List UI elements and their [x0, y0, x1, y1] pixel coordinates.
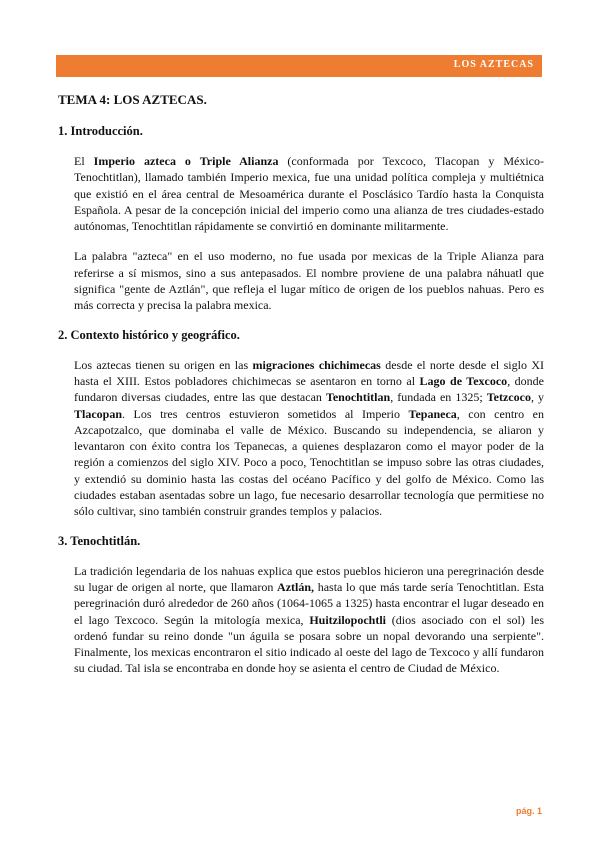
paragraph [74, 248, 544, 313]
section-heading: 2. Contexto histórico y geográfico. [58, 327, 240, 342]
text-run: desde el norte desde el siglo XI hasta el XIII. Estos pobladores chichimecas se asentaron en torno al [74, 357, 544, 388]
page-number: pág. 1 [515, 806, 542, 816]
section-heading: 3. Tenochtitlán. [58, 533, 141, 548]
text-run: , fundada en 1325; [390, 390, 487, 405]
section-heading: 1. Introducción. [58, 124, 143, 138]
bold-term: migraciones chichimecas [252, 357, 381, 372]
document-title: TEMA 4: LOS AZTECAS. [58, 92, 207, 107]
running-header-title: LOS AZTECAS [453, 59, 534, 70]
text-run: (conformada por Texcoco, Tlacopan y México-Tenochtitlan), llamado también Imperio mexica, fue una unidad política compleja y multiétnica que existió en el área central de Mesoamérica durante el Posclásico Tardío hasta la Conquista Española. A pesar de la concepción inicial del imperio como una alianza de tres ciudades-estado autónomas, Tenochtitlan rápidamente se convirtió en dominante militarmente. [74, 154, 544, 234]
bold-term: Lago de Texcoco [419, 373, 508, 388]
text-run: , donde fundaron diversas ciudades, entre las que destacan [74, 373, 544, 405]
text-run: , y [530, 390, 544, 405]
bold-term: Imperio azteca o Triple Alianza [93, 154, 279, 168]
text-run: . Los tres centros estuvieron sometidos al Imperio [122, 406, 409, 421]
text-run: hasta lo que más tarde sería Tenochtitlan. Esta peregrinación duró alrededor de 260 años (1064-1065 a 1325) hasta encontrar el lugar deseado en el lago Texcoco. Según la mitología mexica, [74, 579, 544, 627]
text-run: (dios asociado con el sol) les ordenó fundar su reino donde "un águila se posara sobre un nopal devorando una serpiente". Finalmente, los mexicas encontraron el sitio indicado al oeste del lago de Texcoco y allí fundaron su ciudad. Tal isla se encontraba en donde hoy se asienta el centro de Ciudad de México. [74, 612, 544, 676]
bold-term: Tepaneca [408, 406, 457, 421]
bold-term: Aztlán, [277, 579, 315, 594]
bold-term: Tetzcoco [486, 390, 531, 405]
document-body [58, 92, 544, 691]
header-band [56, 55, 542, 77]
text-run: La tradición legendaria de los nahuas explica que estos pueblos hicieron una peregrinación desde su lugar de origen al norte, que llamaron [74, 563, 544, 594]
text-run: La palabra "azteca" en el uso moderno, no fue usada por mexicas de la Triple Alianza para referirse a sí mismos, sino a sus antepasados. El nombre proviene de una palabra náhuatl que significa "gente de Aztlán", que refleja el lugar mítico de origen de los pueblos nahuas. Pero es más correcta y precisa la palabra mexica. [74, 249, 544, 313]
paragraph [74, 563, 544, 677]
text-run: Los aztecas tienen su origen en las [74, 357, 253, 372]
text-run: , con centro en Azcapotzalco, que dominaba el valle de México. Buscando su independencia, se aliaron y levantaron con éxito contra los Tepanecas, a quienes desplazaron como el mayor poder de la región a comienzos del siglo XIV. Poco a poco, Tenochtitlan se impuso sobre las otras ciudades, y extendió su dominio hasta las costas del océano Pacífico y del golfo de México. Como las ciudades estaban asentadas sobre un lago, fue necesario desarrollar tecnología que permitiese no sólo cultivar, sino también construir grandes templos y palacios. [74, 406, 545, 519]
bold-term: Tlacopan [74, 406, 123, 421]
bold-term: Huitzilopochtli [309, 612, 387, 627]
paragraph [74, 357, 544, 520]
bold-term: Tenochtitlan [325, 390, 391, 405]
paragraph [74, 153, 544, 234]
text-run: El [74, 154, 94, 168]
